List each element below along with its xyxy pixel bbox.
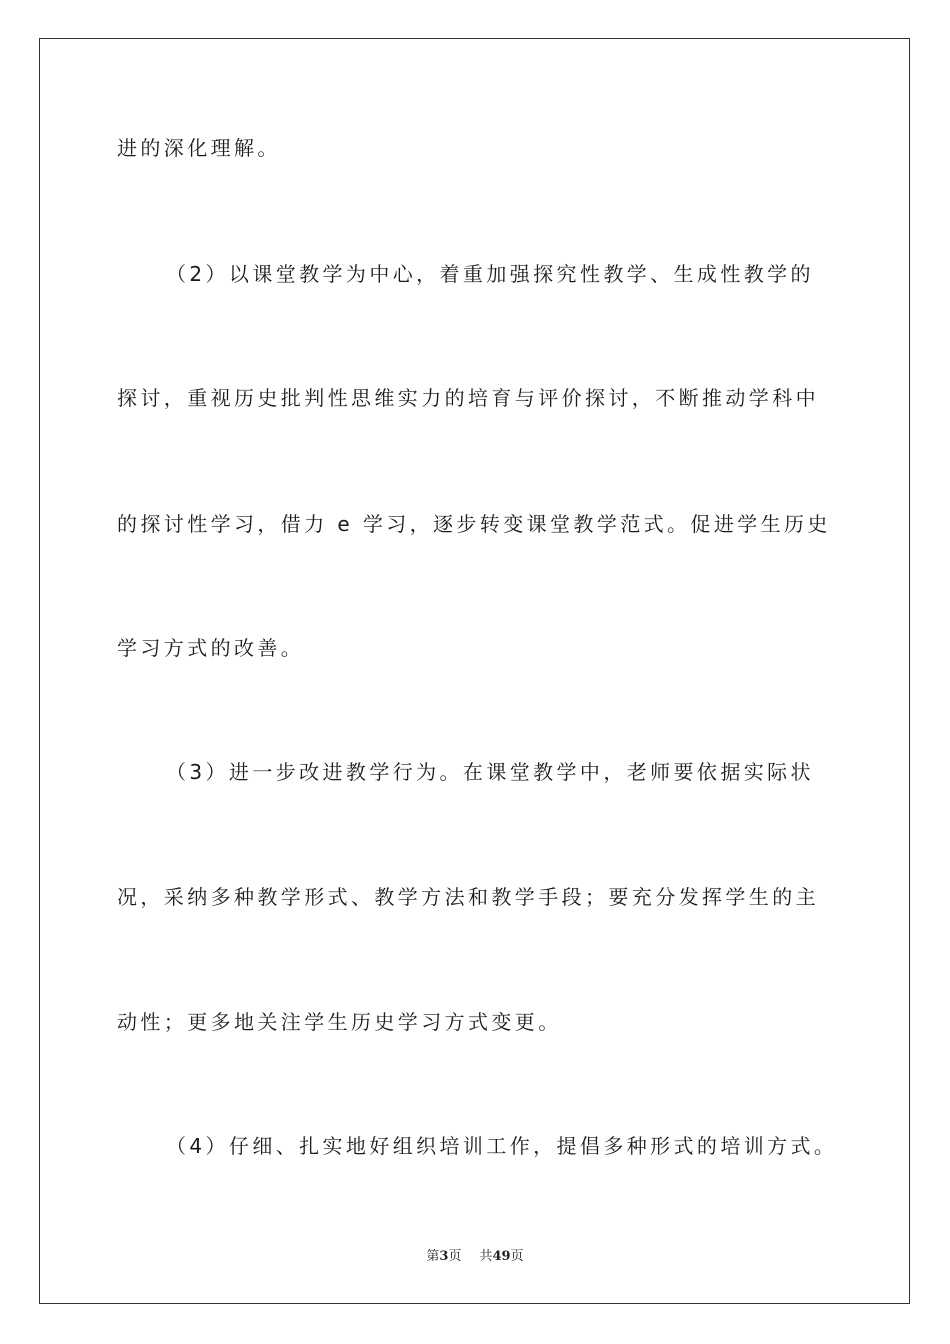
page-border	[39, 38, 910, 1304]
total-suffix: 页	[510, 1249, 524, 1264]
text-line-4: 的探讨性学习，借力 e 学习，逐步转变课堂教学范式。促进学生历史	[117, 512, 831, 536]
text-line-1: 进的深化理解。	[117, 136, 281, 160]
page-footer	[0, 1249, 950, 1265]
text-line-8: 动性；更多地关注学生历史学习方式变更。	[117, 1010, 562, 1034]
text-line-2: （2）以课堂教学为中心，着重加强探究性教学、生成性教学的	[166, 262, 814, 286]
total-prefix: 共	[479, 1249, 493, 1264]
text-line-9: （4）仔细、扎实地好组织培训工作，提倡多种形式的培训方式。	[166, 1134, 838, 1158]
text-line-5: 学习方式的改善。	[117, 636, 305, 660]
text-line-6: （3）进一步改进教学行为。在课堂教学中，老师要依据实际状	[166, 760, 814, 784]
page-suffix: 页	[448, 1249, 462, 1264]
text-line-3: 探讨，重视历史批判性思维实力的培育与评价探讨，不断推动学科中	[117, 386, 819, 410]
text-line-7: 况，采纳多种教学形式、教学方法和教学手段；要充分发挥学生的主	[117, 885, 819, 909]
total-pages: 49	[492, 1249, 511, 1264]
page-prefix: 第	[426, 1249, 440, 1264]
page-number: 3	[439, 1249, 449, 1264]
